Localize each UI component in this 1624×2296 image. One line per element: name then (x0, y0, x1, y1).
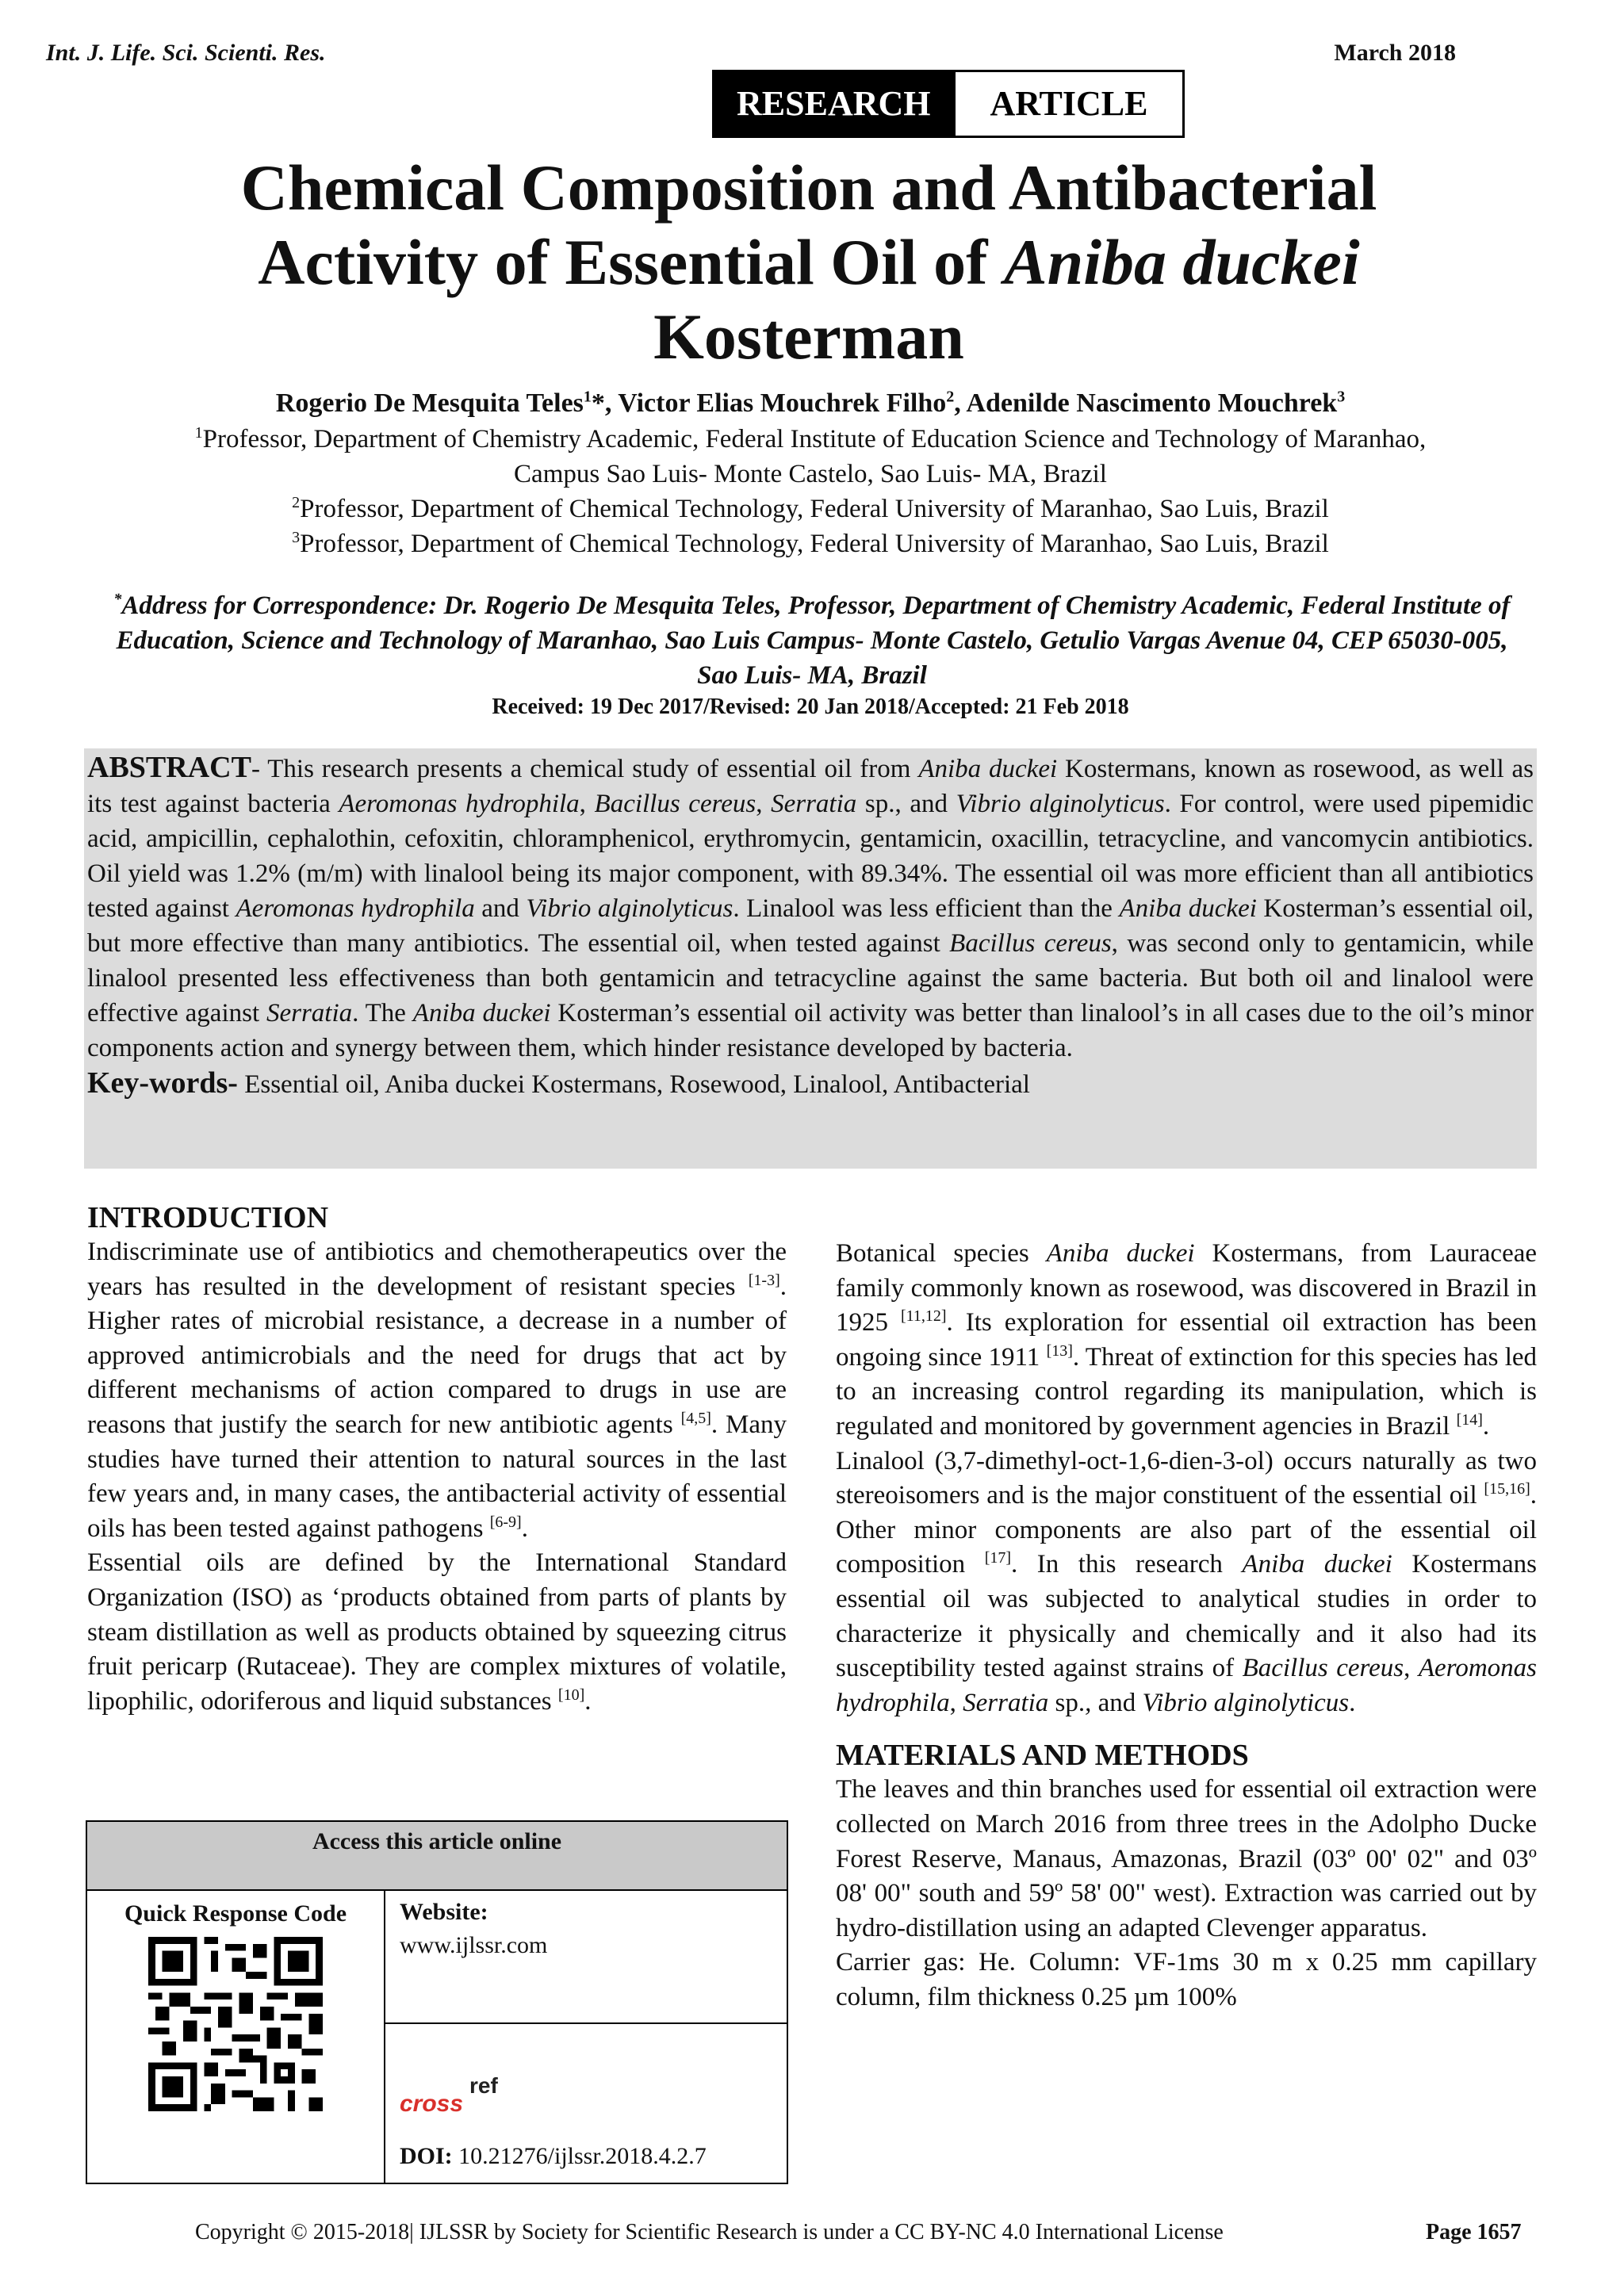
abstract-italic: Bacillus cereus (949, 929, 1112, 958)
species-name: Serratia (963, 1688, 1049, 1717)
journal-name: Int. J. Life. Sci. Scienti. Res. (46, 40, 326, 66)
paragraph-text: . Its exploration for essential oil extraction has been ongoing since 1911 (836, 1308, 1537, 1372)
abstract-text: Kosterman’s essential oil, but more effective than many antibiotics. The essential oil, when tested against (87, 894, 1534, 958)
materials-methods-heading: MATERIALS AND METHODS (836, 1739, 1249, 1773)
author-3: Adenilde Nascimento Mouchrek (966, 388, 1338, 418)
author-1-sup: 1 (583, 388, 592, 406)
affiliation-2-text: Professor, Department of Chemical Technology, Federal University of Maranhao, Sao Luis, Brazil (300, 495, 1329, 523)
intro-paragraph-2 (87, 1546, 787, 1719)
abstract-label: ABSTRACT (87, 751, 251, 784)
species-name: Aniba duckei (1046, 1239, 1195, 1268)
paragraph-text: Linalool (3,7-dimethyl-oct-1,6-dien-3-ol) occurs naturally as two stereoisomers and is the major constituent of the essential oil (836, 1446, 1537, 1510)
page-number: Page 1657 (1426, 2220, 1522, 2244)
abstract-text: . The (352, 999, 413, 1027)
paragraph-text: , (1085, 1688, 1092, 1717)
paragraph-text: . Many studies have turned their attention to natural sources in the last few years and, in many cases, the antibacterial activity of essential oils has been tested against pathogens (87, 1410, 787, 1543)
citation: [17] (984, 1549, 1012, 1567)
doi-line (400, 2143, 772, 2170)
paragraph-text: Botanical species (836, 1239, 1047, 1268)
paragraph-text: . (521, 1513, 528, 1543)
abstract-text: sp., and (856, 790, 956, 818)
affiliation-1-line-1: Professor, Department of Chemistry Academic, Federal Institute of Education Science and Technology of Maranhao, (202, 425, 1427, 453)
paper-title (127, 151, 1491, 374)
species-name: Vibrio alginolyticus (1142, 1688, 1350, 1717)
paragraph-text: . (1349, 1688, 1356, 1717)
paragraph-text: . Threat of extinction for this species has led to an increasing control regarding its manipulation, which is regulated and monitored by government agencies in Brazil (836, 1342, 1538, 1441)
citation: [10] (557, 1686, 585, 1704)
paragraph-text: sp. (1048, 1688, 1086, 1717)
doi-value[interactable]: 10.21276/ijlssr.2018.4.2.7 (452, 2143, 707, 2169)
abstract-italic: Aeromonas hydrophila (236, 894, 475, 923)
qr-code-image[interactable] (148, 1937, 323, 2111)
badge-research: RESEARCH (714, 72, 953, 136)
paragraph-text: . (1482, 1411, 1490, 1441)
abstract-text: , (756, 790, 772, 818)
abstract-text: , (579, 790, 595, 818)
doi-cell (385, 2023, 787, 2183)
title-species: Aniba duckei (1003, 226, 1360, 298)
species-name: Bacillus cereus (1242, 1654, 1404, 1683)
affiliation-2-sup: 2 (292, 494, 301, 511)
paragraph-text: Kostermans essential oil was subjected to analytical studies in order to characterize it physically and chemically and it also had its susceptibility tested against strains of (836, 1550, 1538, 1683)
paragraph-text: Essential oils are defined by the International Standard Organization (ISO) as ‘products obtained from parts of plants by steam distillation as well as products obtained by squeezing citrus fruit pericarp (Rutaceae). They are complex mixtures of volatile, lipophilic, odoriferous and liquid substances (87, 1548, 787, 1716)
crossref-logo (400, 2070, 772, 2126)
title-line-1: Chemical Composition and Antibacterial (240, 151, 1377, 224)
citation: [1-3] (748, 1271, 780, 1289)
qr-code-label: Quick Response Code (124, 1900, 347, 1927)
paragraph-text: , (1404, 1654, 1419, 1683)
abstract-italic: Serratia (266, 999, 353, 1027)
author-3-sup: 3 (1337, 388, 1346, 406)
title-line-2-text: Activity of Essential Oil of (258, 226, 1004, 298)
abstract-italic: Vibrio alginolyticus (956, 790, 1165, 818)
intro-heading: INTRODUCTION (87, 1201, 329, 1234)
species-name: Aniba duckei (1242, 1550, 1392, 1579)
crossref-logo-cross: cross (400, 2091, 464, 2117)
doi-label: DOI: (400, 2143, 453, 2169)
author-2: Victor Elias Mouchrek Filho (618, 388, 947, 418)
paragraph-text: Indiscriminate use of antibiotics and chemotherapeutics over the years has resulted in the development of resistant species (87, 1238, 787, 1301)
paragraph-text: and (1091, 1688, 1143, 1717)
abstract-text: . For control, were used pipemidic acid, ampicillin, cephalothin, cefoxitin, chloramphenicol, erythromycin, gentamicin, oxacillin, tetracycline, and vancomycin antibiotics. Oil yield was 1.2% (m/m) with linalool being its major component, with 89.34%. The essential oil was more efficient than all antibiotics tested against (87, 790, 1534, 923)
paragraph-text: . (584, 1686, 592, 1716)
affiliation-1-cont: Campus Sao Luis- Monte Castelo, Sao Luis- MA, Brazil (514, 460, 1107, 488)
abstract-text: , was second only to gentamicin, while linalool presented less effectiveness than both gentamicin and tetracycline against the same bacteria. But both oil and linalool were effective against (87, 929, 1534, 1027)
affiliations (48, 422, 1573, 561)
title-line-3: Kosterman (653, 300, 964, 373)
affiliation-3 (48, 526, 1573, 561)
affiliation-3-sup: 3 (292, 529, 301, 546)
correspondence (95, 588, 1529, 693)
citation: [11,12] (900, 1307, 947, 1326)
species-name: Aeromonas hydrophila (836, 1654, 1537, 1717)
website-label: Website: (400, 1899, 488, 1925)
qr-code-cell (86, 1890, 385, 2183)
right-paragraph-2 (836, 1445, 1537, 1721)
abstract-text: Kosterman’s essential oil activity was better than linalool’s in all cases due to the oil’s minor components action and synergy between them, which hinder resistance developed by bacteria. (87, 999, 1534, 1062)
right-column (836, 1237, 1537, 2015)
abstract-italic: Aniba duckei (918, 755, 1058, 783)
crossref-logo-ref: ref (469, 2073, 498, 2098)
paragraph-text: , (949, 1688, 963, 1717)
author-1: Rogerio De Mesquita Teles (275, 388, 584, 418)
badge-article: ARTICLE (953, 72, 1183, 136)
access-header: Access this article online (86, 1821, 787, 1890)
intro-paragraph-1 (87, 1235, 787, 1546)
citation: [4,5] (680, 1409, 711, 1427)
materials-paragraph-2: Carrier gas: He. Column: VF-1ms 30 m x 0.25 mm capillary column, film thickness 0.25 µm 100% (836, 1948, 1537, 2011)
correspondence-text: Address for Correspondence: Dr. Rogerio De Mesquita Teles, Professor, Department of Chemistry Academic, Federal Institute of Education, Science and Technology of Maranhao, Sao Luis Campus- Monte Castelo, Getulio Vargas Avenue 04, CEP 65030-005, Sao Luis- MA, Brazil (116, 591, 1511, 690)
paragraph-text: . Higher rates of microbial resistance, a decrease in a number of approved antimicrobials and the need for drugs that act by different mechanisms of action compared to drugs in use are reasons that justify the search for new antibiotic agents (87, 1272, 787, 1439)
left-column (87, 1200, 787, 1719)
citation: [6-9] (489, 1513, 522, 1531)
abstract-italic: Aniba duckei (412, 999, 551, 1027)
keywords (87, 1066, 1534, 1102)
abstract-box (84, 748, 1537, 1169)
abstract-text: and (474, 894, 527, 923)
abstract-italic: Serratia (771, 790, 857, 818)
title-line-2 (127, 225, 1491, 300)
author-2-sup: 2 (946, 388, 955, 406)
citation: [13] (1046, 1341, 1073, 1360)
author-list (48, 388, 1573, 419)
paragraph-text: . Other minor components are also part of the essential oil composition (836, 1481, 1537, 1579)
correspondence-star: * (113, 591, 122, 608)
affiliation-1 (48, 422, 1573, 457)
keywords-text: Essential oil, Aniba duckei Kostermans, Rosewood, Linalool, Antibacterial (237, 1070, 1030, 1099)
materials-paragraph-1: The leaves and thin branches used for essential oil extraction were collected on March 2016 from three trees in the Adolpho Ducke Forest Reserve, Manaus, Amazonas, Brazil (03º 00' 02" and 03º 08' 00" south and 59º 58' 00" west). Extraction was carried out by hydro-distillation using an adapted Clevenger apparatus. (836, 1775, 1537, 1942)
abstract-italic: Aniba duckei (1119, 894, 1257, 923)
issue-date: March 2018 (1334, 40, 1456, 66)
paragraph-text: Kostermans, from Lauraceae family commonly known as rosewood, was discovered in Brazil in 1925 (836, 1239, 1538, 1337)
right-paragraph-1 (836, 1237, 1537, 1445)
abstract-italic: Aeromonas hydrophila (339, 790, 580, 818)
abstract-italic: Bacillus cereus (594, 790, 756, 818)
abstract-text: . Linalool was less efficient than the (733, 894, 1120, 923)
abstract-italic: Vibrio alginolyticus (526, 894, 733, 923)
copyright-notice: Copyright © 2015-2018| IJLSSR by Society for Scientific Research is under a CC BY-NC 4.0 International License (195, 2220, 1224, 2244)
paragraph-text: . In this research (1011, 1550, 1243, 1579)
website-link[interactable]: www.ijlssr.com (400, 1932, 548, 1958)
affiliation-3-text: Professor, Department of Chemical Technology, Federal University of Maranhao, Sao Luis, Brazil (300, 530, 1329, 558)
abstract-text: Kostermans, known as rosewood, as well as its test against bacteria (87, 755, 1534, 818)
author-sep: , (954, 388, 967, 418)
affiliation-1-sup: 1 (194, 424, 203, 442)
author-1-star: *, (591, 388, 619, 418)
citation: [15,16] (1484, 1480, 1530, 1498)
received-dates: Received: 19 Dec 2017/Revised: 20 Jan 2018/Accepted: 21 Feb 2018 (492, 695, 1129, 719)
abstract-text: - This research presents a chemical study of essential oil from (251, 755, 919, 783)
affiliation-2 (48, 492, 1573, 526)
website-cell (385, 1890, 787, 2023)
access-online-table (86, 1820, 788, 2184)
article-type-badge (712, 70, 1185, 138)
citation: [14] (1456, 1410, 1483, 1429)
keywords-label: Key-words- (87, 1066, 238, 1100)
